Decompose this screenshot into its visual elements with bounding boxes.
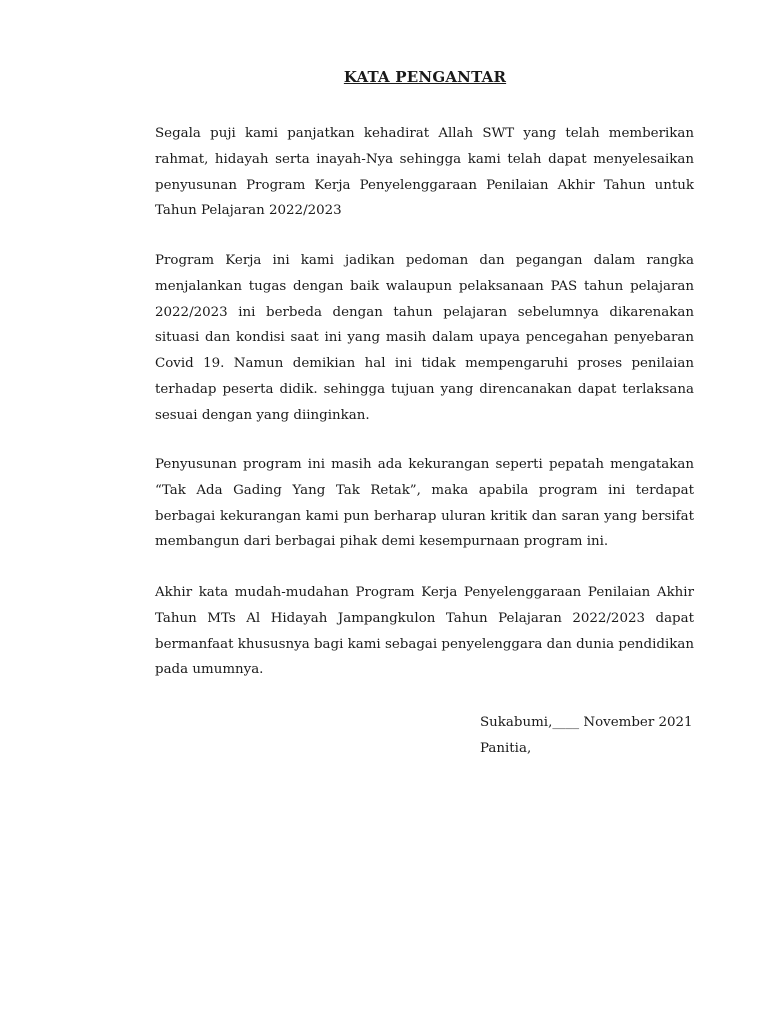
paragraph-purpose: Program Kerja ini kami jadikan pedoman dan pegangan dalam rangka menjalankan tugas dengan baik walaupun pelaksanaan PAS tahun pelajaran 2022/2023 ini berbeda dengan tahun pelajaran sebelumnya dikarenakan situasi dan kondisi saat ini yang masih dalam upaya pencegahan penyebaran Covid 19. Namun demikian hal ini tidak mempengaruhi proses penilaian terhadap peserta didik. sehingga tujuan yang direncanakan dapat terlaksana sesuai dengan yang diinginkan. — [155, 253, 694, 423]
paragraph-intro: Segala puji kami panjatkan kehadirat Allah SWT yang telah memberikan rahmat, hidayah serta inayah-Nya sehingga kami telah dapat menyelesaikan penyusunan Program Kerja Penyelenggaraan Penilaian Akhir Tahun untuk Tahun Pelajaran 2022/2023 — [155, 126, 694, 219]
signature-place-date: Sukabumi,____ November 2021 — [480, 715, 693, 730]
document-title: KATA PENGANTAR — [343, 68, 507, 86]
signature-committee: Panitia, — [480, 741, 532, 756]
paragraph-closing: Akhir kata mudah-mudahan Program Kerja Penyelenggaraan Penilaian Akhir Tahun MTs Al Hidayah Jampangkulon Tahun Pelajaran 2022/2023 dapat bermanfaat khususnya bagi kami sebagai penyelenggara dan dunia pendidikan pada umumnya. — [155, 585, 694, 678]
paragraph-shortcomings: Penyusunan program ini masih ada kekurangan seperti pepatah mengatakan “Tak Ada Gading Yang Tak Retak”, maka apabila program ini terdapat berbagai kekurangan kami pun berharap uluran kritik dan saran yang bersifat membangun dari berbagai pihak demi kesempurnaan program ini. — [155, 457, 694, 550]
